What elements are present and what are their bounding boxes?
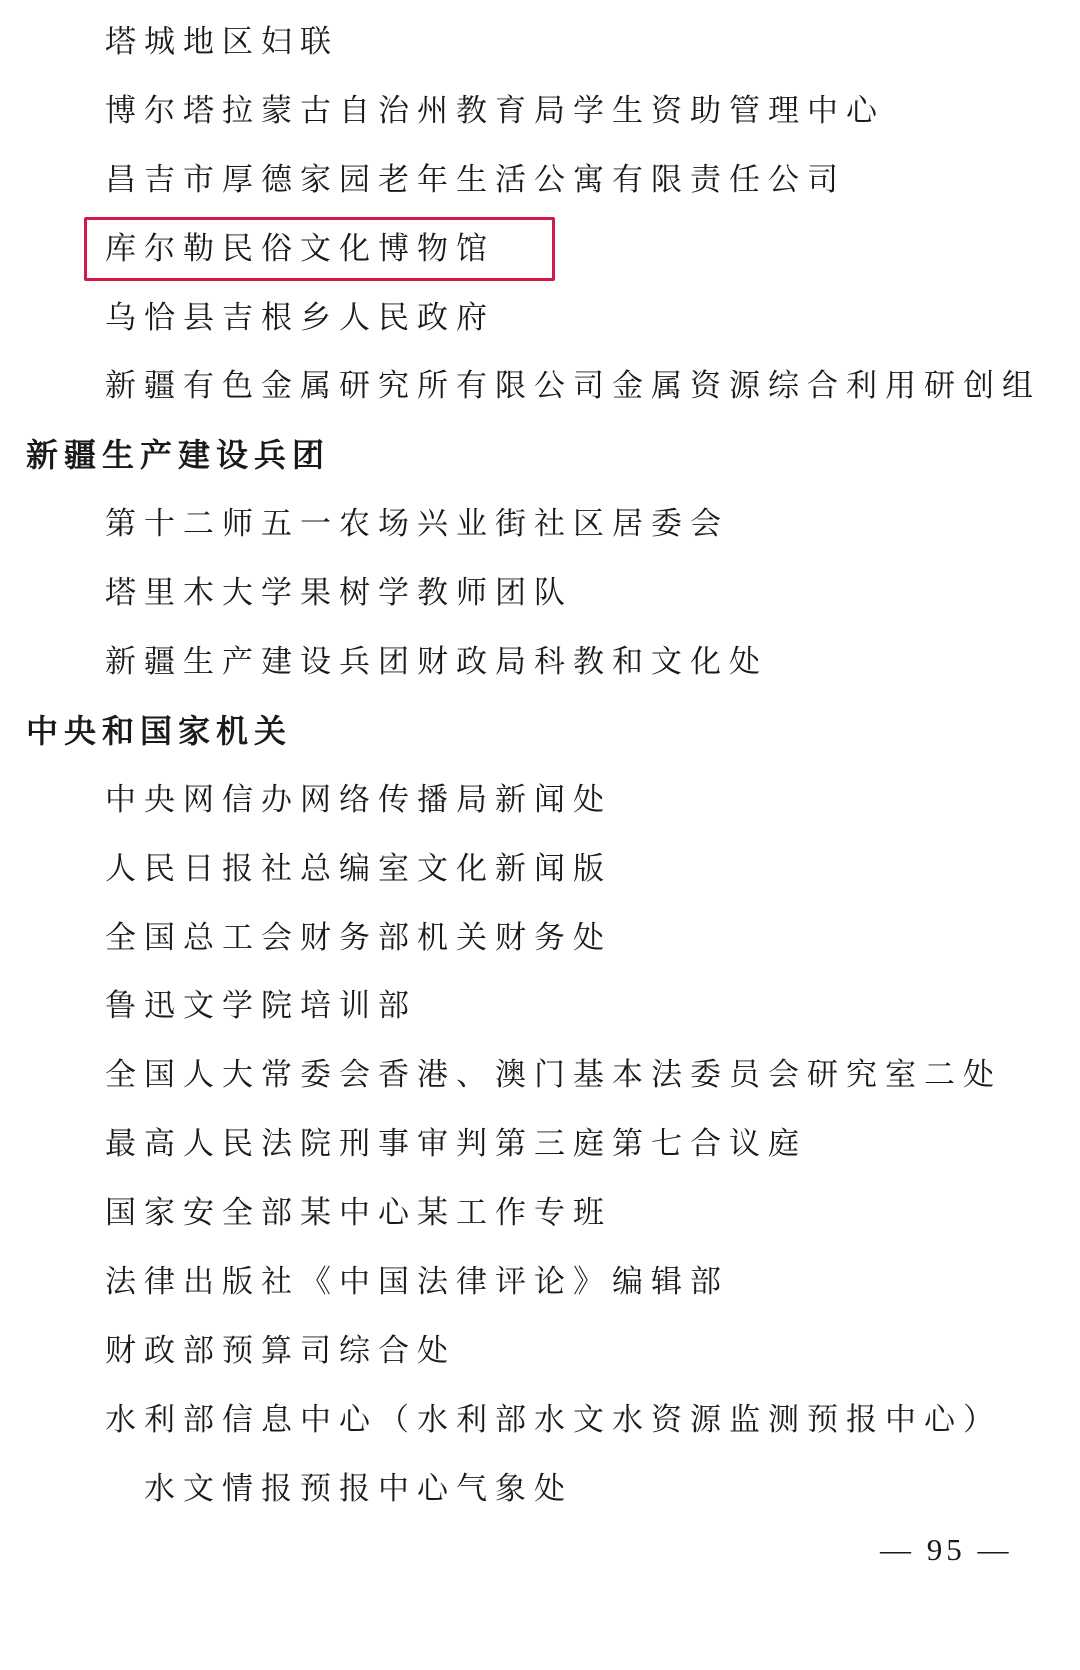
list-item: 全国总工会财务部机关财务处 bbox=[105, 919, 612, 956]
list-item: 鲁迅文学院培训部 bbox=[105, 988, 417, 1025]
list-item: 新疆有色金属研究所有限公司金属资源综合利用研创组 bbox=[105, 368, 1041, 405]
section-heading: 中央和国家机关 bbox=[26, 711, 293, 750]
list-item: 博尔塔拉蒙古自治州教育局学生资助管理中心 bbox=[105, 92, 885, 129]
list-item: 全国人大常委会香港、澳门基本法委员会研究室二处 bbox=[105, 1057, 1002, 1094]
list-item: 最高人民法院刑事审判第三庭第七合议庭 bbox=[105, 1126, 807, 1163]
list-item: 水利部信息中心（水利部水文水资源监测预报中心） bbox=[105, 1401, 1002, 1438]
list-item: 新疆生产建设兵团财政局科教和文化处 bbox=[105, 644, 768, 681]
list-item: 塔里木大学果树学教师团队 bbox=[105, 575, 573, 612]
list-item: 昌吉市厚德家园老年生活公寓有限责任公司 bbox=[105, 161, 846, 198]
list-item: 水文情报预报中心气象处 bbox=[144, 1470, 573, 1507]
page-number: — 95 — bbox=[880, 1532, 1013, 1567]
list-item: 乌恰县吉根乡人民政府 bbox=[105, 299, 495, 336]
list-item: 中央网信办网络传播局新闻处 bbox=[105, 781, 612, 818]
list-item: 人民日报社总编室文化新闻版 bbox=[105, 850, 612, 887]
list-item: 国家安全部某中心某工作专班 bbox=[105, 1195, 612, 1232]
list-item-highlighted: 库尔勒民俗文化博物馆 bbox=[105, 230, 495, 267]
section-heading: 新疆生产建设兵团 bbox=[26, 436, 331, 475]
list-item: 财政部预算司综合处 bbox=[105, 1332, 456, 1369]
list-item: 第十二师五一农场兴业街社区居委会 bbox=[105, 506, 729, 543]
list-item: 塔城地区妇联 bbox=[105, 24, 339, 60]
highlight-box bbox=[84, 217, 555, 281]
list-item: 法律出版社《中国法律评论》编辑部 bbox=[105, 1264, 729, 1301]
